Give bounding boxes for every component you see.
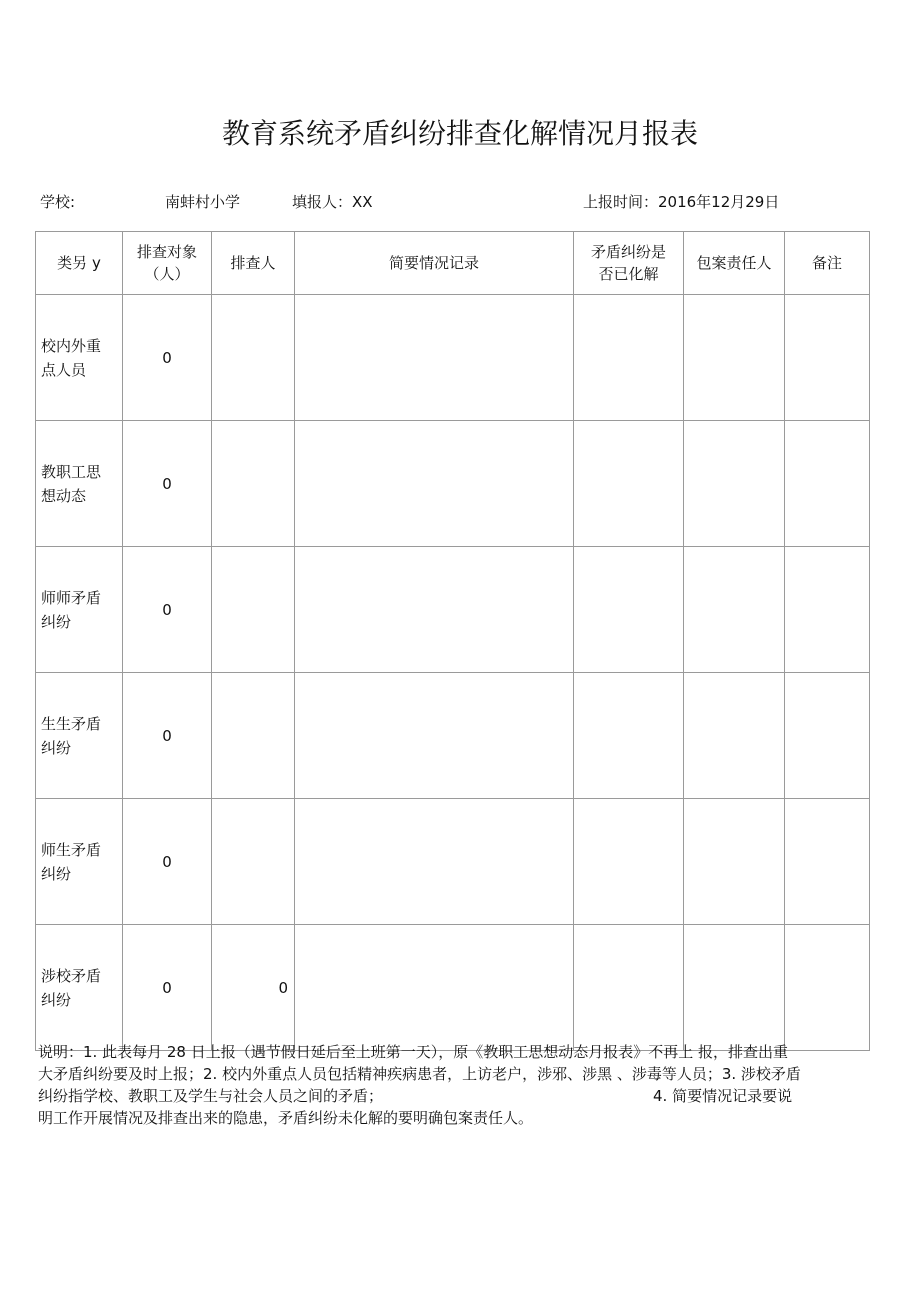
responsible-cell[interactable]: [684, 673, 785, 799]
summary-cell[interactable]: [295, 421, 574, 547]
header-resolved-line1: 矛盾纠纷是: [590, 243, 666, 261]
notes-line: [38, 1085, 872, 1107]
category-line: 生生矛盾: [41, 714, 102, 733]
header-investigator: 排查人: [212, 232, 295, 295]
category-line: 点人员: [41, 360, 87, 379]
category-cell: [36, 799, 123, 925]
object-count: 0: [123, 547, 212, 673]
investigator-cell[interactable]: [212, 799, 295, 925]
resolved-cell[interactable]: [574, 925, 684, 1051]
resolved-cell[interactable]: [574, 799, 684, 925]
notes-line-part: 4. 简要情况记录要说: [653, 1087, 793, 1105]
filler-field: 填报人：XX: [292, 193, 373, 211]
summary-cell[interactable]: [295, 547, 574, 673]
category-cell: [36, 421, 123, 547]
investigator-cell[interactable]: [212, 547, 295, 673]
category-cell: [36, 295, 123, 421]
table-row: [36, 295, 870, 421]
object-count: 0: [123, 421, 212, 547]
category-line: 校内外重: [41, 336, 102, 355]
responsible-cell[interactable]: [684, 421, 785, 547]
object-count: 0: [123, 799, 212, 925]
category-line: 师师矛盾: [41, 588, 102, 607]
remarks-cell[interactable]: [785, 799, 870, 925]
table-row: [36, 925, 870, 1051]
school-name: 南蚌村小学: [165, 193, 241, 211]
remarks-cell[interactable]: [785, 673, 870, 799]
summary-cell[interactable]: [295, 799, 574, 925]
table-row: [36, 673, 870, 799]
responsible-cell[interactable]: [684, 799, 785, 925]
category-line: 纠纷: [41, 612, 72, 631]
header-category: 类另 y: [36, 232, 123, 295]
header-objects: 排查对象（人）: [123, 232, 212, 295]
header-summary: 简要情况记录: [295, 232, 574, 295]
header-resolved: [574, 232, 684, 295]
resolved-cell[interactable]: [574, 547, 684, 673]
notes-line: 大矛盾纠纷要及时上报；2. 校内外重点人员包括精神疾病患者，上访老户，涉邪、涉黑 、涉毒等人员；3. 涉校矛盾: [38, 1065, 801, 1083]
resolved-cell[interactable]: [574, 421, 684, 547]
object-count: 0: [123, 925, 212, 1051]
object-count: 0: [123, 673, 212, 799]
header-row: [36, 232, 870, 295]
category-line: 纠纷: [41, 990, 72, 1009]
category-line: 师生矛盾: [41, 840, 102, 859]
category-line: 涉校矛盾: [41, 966, 102, 985]
report-title: 教育系统矛盾纠纷排查化解情况月报表: [221, 117, 698, 150]
remarks-cell[interactable]: [785, 295, 870, 421]
summary-cell[interactable]: [295, 295, 574, 421]
object-count: 0: [123, 295, 212, 421]
notes-line-part: 纠纷指学校、教职工及学生与社会人员之间的矛盾；: [38, 1087, 384, 1105]
category-line: 纠纷: [41, 864, 72, 883]
investigator-cell[interactable]: [212, 295, 295, 421]
header-remarks: 备注: [785, 232, 870, 295]
remarks-cell[interactable]: [785, 547, 870, 673]
report-date: 上报时间：2016年12月29日: [583, 193, 780, 211]
responsible-cell[interactable]: [684, 295, 785, 421]
remarks-cell[interactable]: [785, 925, 870, 1051]
category-line: 教职工思: [41, 462, 102, 481]
category-cell: [36, 673, 123, 799]
school-label: 学校:: [40, 193, 76, 211]
investigator-cell[interactable]: [212, 421, 295, 547]
summary-cell[interactable]: [295, 673, 574, 799]
header-resolved-line2: 否已化解: [598, 265, 659, 283]
table-row: [36, 421, 870, 547]
investigator-cell[interactable]: 0: [212, 925, 295, 1051]
summary-cell[interactable]: [295, 925, 574, 1051]
table-row: [36, 547, 870, 673]
notes-section: [38, 1041, 872, 1129]
category-line: 想动态: [41, 486, 87, 505]
remarks-cell[interactable]: [785, 421, 870, 547]
responsible-cell[interactable]: [684, 925, 785, 1051]
notes-line: 明工作开展情况及排查出来的隐患，矛盾纠纷未化解的要明确包案责任人。: [38, 1109, 534, 1127]
notes-line: 说明：1. 此表每月 28 日上报（遇节假日延后至上班第一天），原《教职工思想动态月报表》不再上 报，排查出重: [38, 1043, 788, 1061]
investigator-cell[interactable]: [212, 673, 295, 799]
resolved-cell[interactable]: [574, 673, 684, 799]
table-row: [36, 799, 870, 925]
category-cell: [36, 925, 123, 1051]
category-cell: [36, 547, 123, 673]
header-responsible: 包案责任人: [684, 232, 785, 295]
category-line: 纠纷: [41, 738, 72, 757]
report-table: [35, 231, 870, 1051]
resolved-cell[interactable]: [574, 295, 684, 421]
responsible-cell[interactable]: [684, 547, 785, 673]
